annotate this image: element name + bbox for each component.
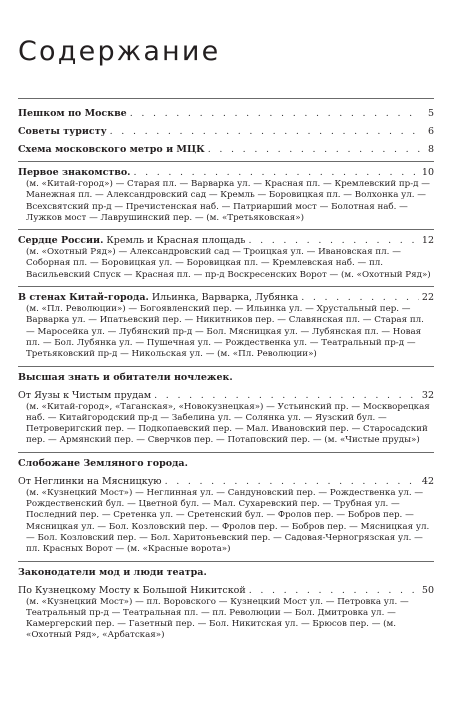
toc-entry-label: Схема московского метро и МЦК <box>18 144 205 155</box>
leader-dots <box>165 476 419 488</box>
route-description: (м. «Китай-город») — Старая пл. — Варварка ул. — Красная пл. — Кремлевский пр-д — Манежная пл. — Александровский сад — Кремль — Боровицкая пл. — Волхонка ул. — Всехсвятский пр-д — Пречистенская наб. — Патриарший мост — Болотная наб. — Лужков мост — Лаврушинский пер. — (м. «Третьяковская») <box>26 179 430 223</box>
toc-entry-label: Первое знакомство. <box>18 167 131 178</box>
leader-dots <box>249 585 419 597</box>
leader-dots <box>248 235 418 247</box>
toc-entry[interactable] <box>18 235 434 247</box>
toc-entry[interactable] <box>18 167 434 179</box>
section-heading: Высшая знать и обитатели ночлежек. <box>18 371 233 383</box>
toc-entry[interactable] <box>18 144 434 156</box>
leader-dots <box>133 167 418 179</box>
toc-entry-page: 32 <box>421 389 434 401</box>
toc-entry[interactable] <box>18 585 434 597</box>
toc-entry-label: Пешком по Москве <box>18 108 127 119</box>
route-description: (м. «Кузнецкий Мост») — пл. Воровского — Кузнецкий Мост ул. — Петровка ул. — Театральный пр-д — Театральная пл. — пл. Революции — Бол. Дмитровка ул. — Камергерский пер. — Газетный пер. — Бол. Никитская ул. — Брюсов пер. — (м. «Охотный Ряд», «Арбатская») <box>26 596 409 641</box>
toc-entry-page: 5 <box>427 108 434 119</box>
toc-entry-page: 42 <box>421 475 434 487</box>
toc-entry-subtitle: Ильинка, Варварка, Лубянка <box>148 292 299 304</box>
toc-entry-page: 8 <box>427 144 434 155</box>
section-divider <box>18 229 434 230</box>
toc-entry-page: 50 <box>421 584 434 596</box>
toc-entry-label: В стенах Китай-города. <box>18 292 149 304</box>
route-description: (м. «Китай-город», «Таганская», «Новокузнецкая») — Устьинский пр. — Москворецкая наб. — Китайгородский пр-д — Забелина ул. — Солянка ул. — Яузский бул. — Петроверигский пер. — Подкопаевский пер. — Мал. Ивановский пер. — Старосадский пер. — Армянский пер. — Сверчков пер. — Потаповский пер. — (м. «Чистые пруды») <box>26 401 430 446</box>
section-heading: Законодатели мод и люди театра. <box>18 566 207 578</box>
toc-entry[interactable] <box>18 390 434 402</box>
title-rule <box>18 98 434 99</box>
section-divider <box>18 161 434 162</box>
toc-entry-label: Советы туристу <box>18 126 107 137</box>
toc-entry[interactable] <box>18 476 434 488</box>
leader-dots <box>130 108 421 120</box>
section-heading: Слобожане Земляного города. <box>18 457 188 469</box>
toc-entry-label: От Неглинки на Мясницкую <box>18 475 162 487</box>
route-description: (м. «Пл. Революции») — Богоявленский пер. — Ильинка ул. — Хрустальный пер. — Варварка ул. — Ипатьевский пер. — Никитников пер. — Славянская пл. — Старая пл. — Маросейка ул. — Лубянский пр-д — Бол. Мясницкая ул. — Лубянская пл. — Новая пл. — Бол. Лубянка ул. — Пушечная ул. — Рождественка ул. — Театральный пр-д — Третьяковский пр-д — Никольская ул. — (м. «Пл. Революции») <box>26 304 424 360</box>
table-of-contents <box>18 108 434 642</box>
toc-entry[interactable] <box>18 126 434 138</box>
toc-entry-subtitle: Кремль и Красная площадь <box>103 235 246 247</box>
route-description: (м. «Охотный Ряд») — Александровский сад — Троицкая ул. — Ивановская пл. — Соборная пл. — Боровицкая ул. — Боровицкая пл. — Кремлевская наб. — пл. Васильевский Спуск — Красная пл. — пр-д Воскресенских Ворот — (м. «Охотный Ряд») <box>26 247 431 280</box>
page-title: Содержание <box>18 36 221 67</box>
toc-entry-label: От Яузы к Чистым прудам <box>18 389 152 401</box>
toc-entry[interactable] <box>18 108 434 120</box>
leader-dots <box>110 126 421 138</box>
toc-entry[interactable] <box>18 292 434 304</box>
route-description: (м. «Кузнецкий Мост») — Неглинная ул. — Сандуновский пер. — Рождественка ул. — Рождественский бул. — Цветной бул. — Мал. Сухаревский пер. — Трубная ул. — Последний пер. — Сретенка ул. — Сретенский бул. — Фролов пер. — Бобров пер. — Мясницкая ул. — Бол. Козловский пер. — Фролов пер. — Бобров пер. — Мясницкая ул. — Бол. Козловский пер. — Бол. Харитоньевский пер. — Садовая-Черногрязская ул. — пл. Красных Ворот — (м. «Красные ворота») <box>26 487 430 555</box>
section-divider <box>18 286 434 287</box>
section-divider <box>18 561 434 562</box>
section-divider <box>18 452 434 453</box>
toc-entry-label: Сердце России. <box>18 235 104 247</box>
toc-entry-label: По Кузнецкому Мосту к Большой Никитской <box>18 584 246 596</box>
toc-entry-page: 10 <box>421 167 434 178</box>
leader-dots <box>208 144 421 156</box>
section-divider <box>18 366 434 367</box>
toc-page <box>18 0 434 706</box>
leader-dots <box>301 292 419 304</box>
toc-entry-page: 12 <box>421 235 434 247</box>
toc-entry-page: 22 <box>421 292 434 304</box>
leader-dots <box>154 390 419 402</box>
toc-entry-page: 6 <box>427 126 434 137</box>
